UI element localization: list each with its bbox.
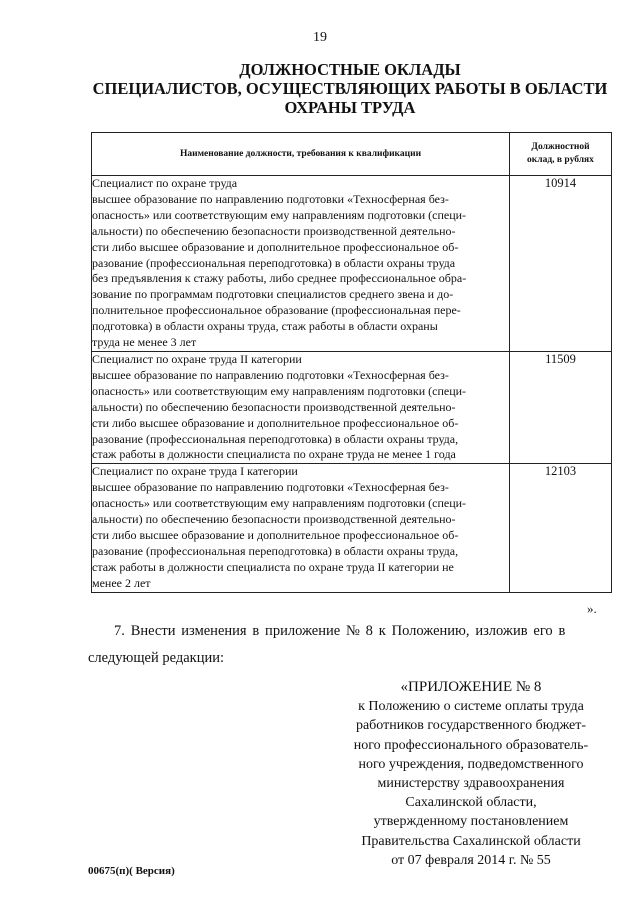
desc-line: стаж работы в должности специалиста по охране труда II категории не [92, 559, 454, 574]
desc-line: разование (профессиональная переподготовка) в области охраны труда, [92, 431, 459, 446]
desc-line: альности) по обеспечению безопасности производственной деятельно- [92, 223, 456, 238]
header-salary [510, 133, 612, 176]
appendix-line: работников государственного бюджет- [355, 718, 587, 734]
desc-line: полнительное профессиональное образование (профессиональная пере- [92, 303, 461, 318]
appendix-line: Сахалинской области, [405, 795, 537, 811]
appendix-line: Правительства Сахалинской области [361, 833, 581, 849]
amendment-paragraph-line: следующей редакции: [88, 650, 225, 666]
table-header-row [92, 133, 612, 176]
desc-line: труда не менее 3 лет [92, 335, 197, 350]
appendix-line: утвержденному постановлением [373, 814, 569, 830]
document-footer: 00675(п)( Версия) [88, 865, 175, 877]
page-number: 19 [313, 30, 327, 45]
desc-line: стаж работы в должности специалиста по охране труда не менее 1 года [92, 447, 456, 462]
desc-line: альности) по обеспечению безопасности производственной деятельно- [92, 512, 456, 527]
desc-line: зование по программам подготовки специалистов среднего звена и до- [92, 287, 454, 302]
appendix-header [326, 678, 616, 870]
desc-line: опасность» или соответствующим ему направлениям подготовки (специ- [92, 496, 467, 511]
table-row [92, 176, 612, 352]
desc-line: без предъявления к стажу работы, либо среднее профессиональное обра- [92, 271, 467, 286]
salary-value: 11509 [510, 351, 612, 463]
appendix-line: к Положению о системе оплаты труда [358, 699, 584, 715]
desc-line: сти либо высшее образование и дополнительное профессиональное об- [92, 527, 459, 542]
amendment-paragraph-line: 7. Внести изменения в приложение № 8 к Положению, изложив его в [114, 623, 566, 639]
desc-line: альности) по обеспечению безопасности производственной деятельно- [92, 399, 456, 414]
header-salary-line: оклад, в рублях [527, 155, 594, 165]
title-line: ОХРАНЫ ТРУДА [284, 98, 416, 117]
desc-line: Специалист по охране труда II категории [92, 351, 302, 366]
desc-line: менее 2 лет [92, 575, 151, 590]
desc-line: разование (профессиональная переподготовка) в области охраны труда [92, 255, 456, 270]
title-line: ДОЛЖНОСТНЫЕ ОКЛАДЫ [239, 60, 461, 79]
salary-value: 12103 [510, 464, 612, 592]
appendix-line: ного учреждения, подведомственного [358, 756, 584, 772]
appendix-line: «ПРИЛОЖЕНИЕ № 8 [400, 679, 542, 695]
desc-line: разование (профессиональная переподготовка) в области охраны труда, [92, 543, 459, 558]
header-position: Наименование должности, требования к квалификации [92, 133, 510, 176]
desc-line: высшее образование по направлению подготовки «Техносферная без- [92, 191, 449, 206]
appendix-line: от 07 февраля 2014 г. № 55 [391, 852, 551, 868]
title-line: СПЕЦИАЛИСТОВ, ОСУЩЕСТВЛЯЮЩИХ РАБОТЫ В ОБЛАСТИ [92, 79, 608, 98]
table-row [92, 351, 612, 463]
table-row [92, 464, 612, 592]
position-description [92, 176, 510, 352]
desc-line: высшее образование по направлению подготовки «Техносферная без- [92, 367, 449, 382]
appendix-line: министерству здравоохранения [377, 776, 565, 792]
desc-line: сти либо высшее образование и дополнительное профессиональное об- [92, 415, 459, 430]
closing-quote: ». [587, 601, 597, 616]
header-salary-line: Должностной [531, 142, 590, 152]
salary-table [91, 132, 612, 593]
position-description [92, 464, 510, 592]
desc-line: сти либо высшее образование и дополнительное профессиональное об- [92, 239, 459, 254]
desc-line: подготовка) в области охраны труда, стаж работы в области охраны [92, 319, 438, 334]
desc-line: Специалист по охране труда I категории [92, 464, 298, 479]
document-title [80, 60, 620, 117]
salary-value: 10914 [510, 176, 612, 352]
desc-line: высшее образование по направлению подготовки «Техносферная без- [92, 480, 449, 495]
desc-line: Специалист по охране труда [92, 176, 238, 190]
appendix-line: ного профессионального образователь- [353, 737, 589, 753]
desc-line: опасность» или соответствующим ему направлениям подготовки (специ- [92, 383, 467, 398]
desc-line: опасность» или соответствующим ему направлениям подготовки (специ- [92, 207, 467, 222]
position-description [92, 351, 510, 463]
